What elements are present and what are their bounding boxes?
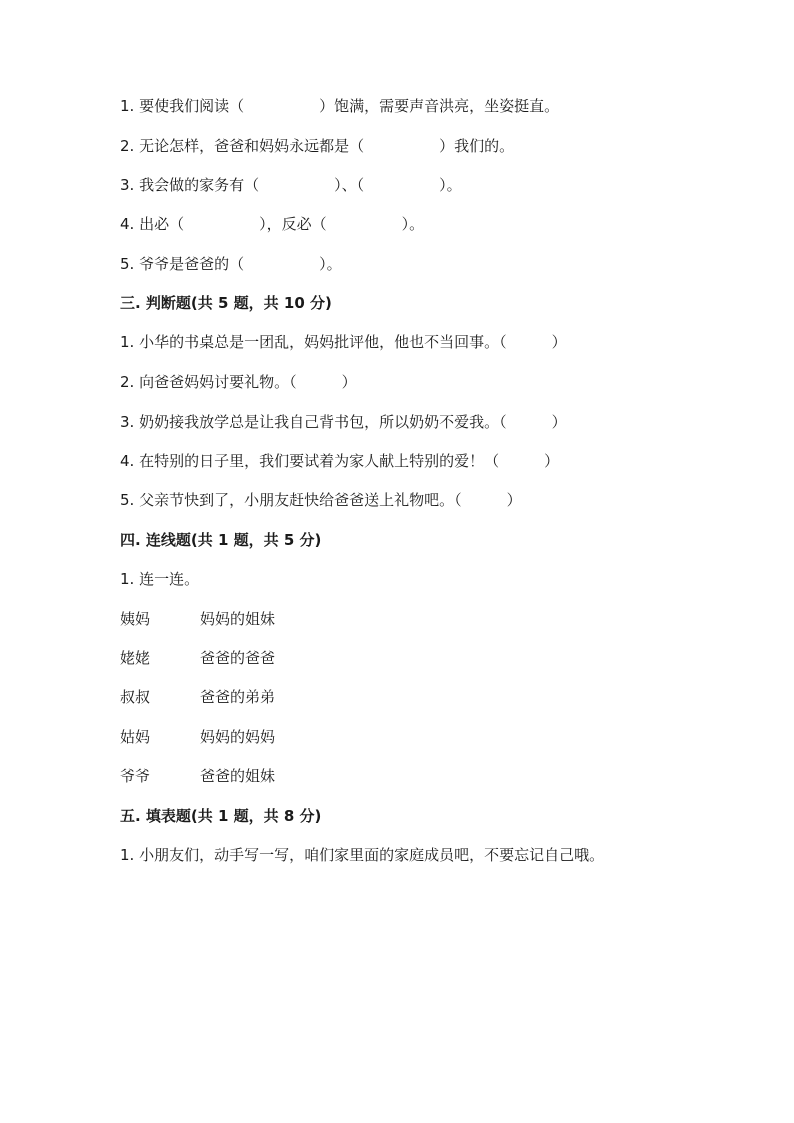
judge-question-4: 4. 在特别的日子里，我们要试着为家人献上特别的爱！（ ） (120, 452, 560, 470)
matching-left-term: 姥姥 (120, 649, 151, 667)
matching-left-term: 爷爷 (120, 767, 151, 785)
judge-section-heading: 三. 判断题(共 5 题，共 10 分) (120, 294, 332, 312)
matching-left-term: 姨妈 (120, 610, 151, 628)
matching-pair-row (120, 648, 275, 668)
matching-section-heading: 四. 连线题(共 1 题，共 5 分) (120, 531, 322, 549)
fill-blank-question-5: 5. 爷爷是爸爸的（ ）。 (120, 255, 342, 273)
judge-question-3: 3. 奶奶接我放学总是让我自己背书包，所以奶奶不爱我。（ ） (120, 413, 567, 431)
matching-question: 1. 连一连。 (120, 570, 200, 588)
matching-pair-row (120, 727, 275, 747)
judge-question-2: 2. 向爸爸妈妈讨要礼物。（ ） (120, 373, 357, 391)
matching-pair-row (120, 609, 275, 629)
matching-left-term: 姑妈 (120, 728, 151, 746)
matching-right-term: 妈妈的姐妹 (200, 610, 276, 628)
table-fill-question: 1. 小朋友们，动手写一写，咱们家里面的家庭成员吧，不要忘记自己哦。 (120, 846, 605, 864)
matching-right-term: 爸爸的姐妹 (200, 767, 276, 785)
matching-pair-row (120, 766, 275, 786)
judge-question-1: 1. 小华的书桌总是一团乱，妈妈批评他，他也不当回事。（ ） (120, 333, 567, 351)
fill-blank-question-4: 4. 出必（ ），反必（ ）。 (120, 215, 425, 233)
fill-blank-question-3: 3. 我会做的家务有（ ）、（ ）。 (120, 176, 462, 194)
matching-right-term: 爸爸的爸爸 (200, 649, 276, 667)
table-fill-section-heading: 五. 填表题(共 1 题，共 8 分) (120, 807, 322, 825)
fill-blank-question-2: 2. 无论怎样，爸爸和妈妈永远都是（ ）我们的。 (120, 137, 515, 155)
matching-right-term: 妈妈的妈妈 (200, 728, 276, 746)
matching-right-term: 爸爸的弟弟 (200, 688, 276, 706)
fill-blank-question-1: 1. 要使我们阅读（ ）饱满，需要声音洪亮，坐姿挺直。 (120, 97, 560, 115)
judge-question-5: 5. 父亲节快到了，小朋友赶快给爸爸送上礼物吧。（ ） (120, 491, 522, 509)
matching-left-term: 叔叔 (120, 688, 151, 706)
matching-pair-row (120, 687, 275, 707)
